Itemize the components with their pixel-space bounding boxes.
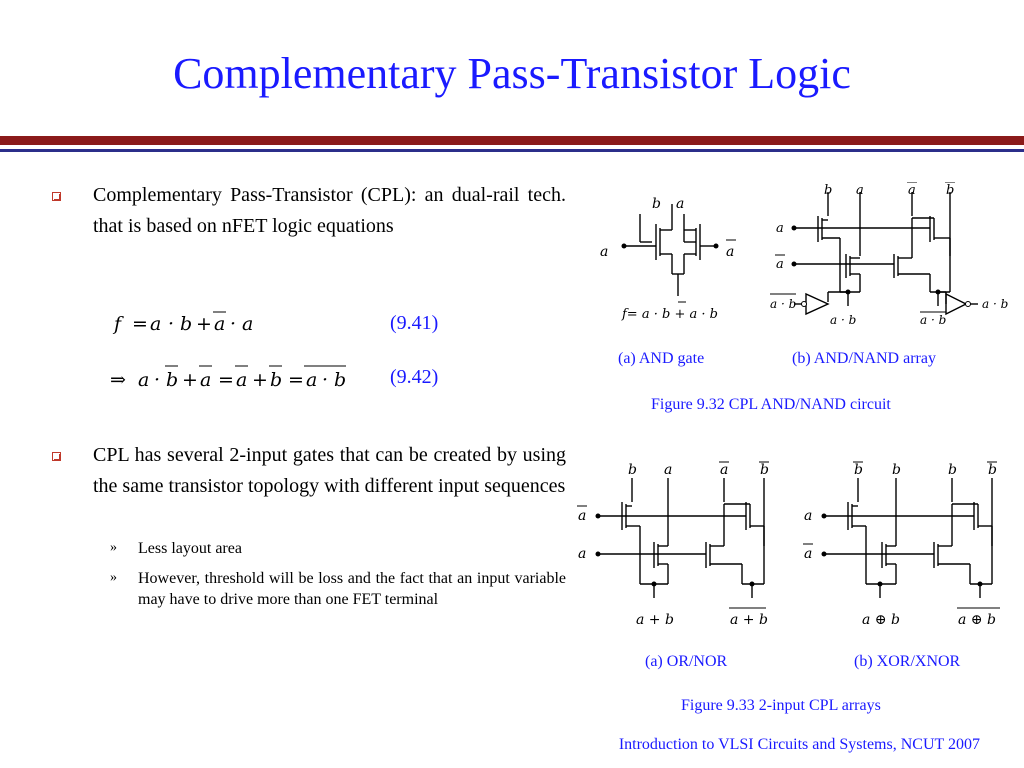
svg-text:b: b (892, 462, 901, 478)
bullet-icon (52, 452, 61, 461)
svg-text:a: a (664, 462, 673, 478)
svg-text:+: + (182, 369, 198, 391)
subitem-threshold-loss: However, threshold will be loss and the fact that an input variable may have to drive more than one FET terminal (138, 570, 566, 608)
svg-text:a: a (214, 313, 226, 335)
svg-text:a · b: a · b (982, 297, 1009, 311)
svg-text:a: a (306, 369, 318, 391)
svg-text:b: b (948, 462, 957, 478)
svg-text:a: a (776, 221, 784, 236)
cpl-and-gate-diagram (592, 184, 752, 334)
svg-text:a: a (726, 244, 735, 260)
equation-number-941: (9.41) (390, 312, 439, 334)
svg-text:a: a (908, 183, 916, 198)
svg-text:b: b (270, 369, 283, 391)
svg-text:⇒: ⇒ (110, 369, 126, 391)
svg-text:a + b: a + b (730, 612, 768, 628)
svg-text:=: = (132, 313, 148, 335)
subitem-layout-area: Less layout area (138, 540, 242, 557)
svg-text:a: a (676, 196, 685, 212)
svg-text:b: b (988, 462, 997, 478)
svg-text:a: a (776, 257, 784, 272)
equation-number-942: (9.42) (390, 366, 439, 388)
svg-text:+: + (196, 313, 212, 335)
svg-text:a ⊕ b: a ⊕ b (862, 612, 900, 628)
svg-text:a: a (200, 369, 212, 391)
svg-text:b: b (334, 369, 347, 391)
svg-text:a: a (578, 508, 587, 524)
svg-text:b: b (180, 313, 193, 335)
equation-9-41 (108, 306, 368, 342)
svg-text:+: + (252, 369, 268, 391)
svg-text:a: a (150, 313, 162, 335)
bullet-cpl-gates: CPL has several 2-input gates that can be created by using the same transistor topology with different input sequences (93, 444, 566, 497)
svg-text:a · b: a · b (770, 297, 797, 311)
title-rule-blue (0, 149, 1024, 152)
svg-text:b: b (946, 183, 955, 198)
caption-or-nor: (a) OR/NOR (645, 653, 728, 670)
svg-text:a: a (804, 546, 813, 562)
svg-text:b: b (166, 369, 179, 391)
bullet-icon (52, 192, 61, 201)
caption-xor-xnor: (b) XOR/XNOR (854, 653, 961, 670)
figure-932-title: Figure 9.32 CPL AND/NAND circuit (651, 396, 891, 413)
cpl-or-nor-diagram (574, 458, 784, 638)
svg-text:f: f (114, 313, 122, 335)
svg-text:a · b: a · b (920, 313, 947, 327)
svg-text:b: b (824, 183, 833, 198)
svg-text:=: = (288, 369, 304, 391)
svg-text:b: b (652, 196, 661, 212)
svg-text:a: a (242, 313, 254, 335)
subbullet-icon: » (110, 570, 117, 585)
svg-text:a: a (138, 369, 150, 391)
caption-and-nand-array: (b) AND/NAND array (792, 350, 936, 367)
cpl-xor-xnor-diagram (800, 458, 1010, 638)
svg-text:=: = (218, 369, 234, 391)
svg-text:a: a (578, 546, 587, 562)
svg-text:a: a (236, 369, 248, 391)
equation-9-42 (108, 362, 368, 398)
caption-and-gate: (a) AND gate (618, 350, 705, 367)
svg-text:a: a (600, 244, 609, 260)
svg-text:a + b: a + b (636, 612, 674, 628)
svg-text:a ⊕ b: a ⊕ b (958, 612, 996, 628)
svg-text:b: b (628, 462, 637, 478)
title-rule-red (0, 136, 1024, 145)
svg-text:·: · (230, 313, 237, 335)
bullet-cpl-definition: Complementary Pass-Transistor (CPL): an dual-rail tech. that is based on nFET logic equations (93, 184, 566, 237)
svg-text:f= a · b + a · b: f= a · b + a · b (622, 307, 718, 322)
svg-text:b: b (854, 462, 863, 478)
cpl-and-nand-array-diagram (770, 182, 1010, 332)
svg-text:a: a (856, 183, 864, 198)
subbullet-icon: » (110, 540, 117, 555)
svg-text:b: b (760, 462, 769, 478)
svg-text:a: a (720, 462, 729, 478)
svg-text:a: a (804, 508, 813, 524)
slide-title: Complementary Pass-Transistor Logic (173, 49, 851, 98)
svg-text:·: · (322, 369, 329, 391)
svg-text:·: · (168, 313, 175, 335)
svg-text:a · b: a · b (830, 313, 857, 327)
slide-footer: Introduction to VLSI Circuits and Systems, NCUT 2007 (618, 736, 980, 753)
svg-text:·: · (154, 369, 161, 391)
figure-933-title: Figure 9.33 2-input CPL arrays (681, 697, 881, 714)
